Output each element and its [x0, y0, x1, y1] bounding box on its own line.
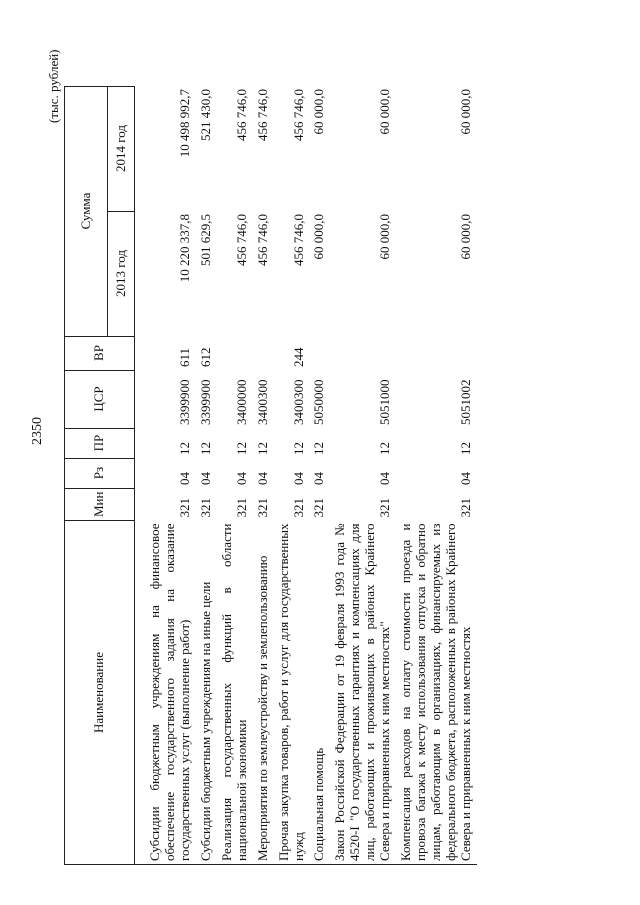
row-csr: 5050000 — [311, 379, 327, 426]
row-2013: 456 746,0 — [233, 214, 249, 267]
header-sum: Сумма — [65, 86, 108, 336]
header-csr: ЦСР — [65, 370, 135, 428]
header-2014: 2014 год — [108, 86, 135, 211]
row-2013: 60 000,0 — [377, 214, 393, 260]
budget-table — [64, 86, 477, 865]
row-csr: 3400000 — [233, 379, 249, 426]
row-vr — [330, 336, 396, 370]
row-pr: 12 — [457, 442, 473, 456]
row-name: Реализация государственных функций в области национальной экономики — [217, 521, 253, 865]
header-2013: 2013 год — [108, 211, 135, 336]
table-row — [217, 86, 253, 864]
table-row — [309, 86, 330, 864]
row-rz: 04 — [311, 472, 327, 486]
row-2014: 60 000,0 — [457, 89, 473, 135]
table-header-row — [65, 86, 108, 864]
row-rz: 04 — [377, 472, 393, 486]
table-row — [253, 86, 274, 864]
page-number: 2350 — [30, 417, 45, 445]
row-min: 321 — [290, 498, 306, 518]
row-min: 321 — [377, 498, 393, 518]
row-2014: 10 498 992,7 — [176, 89, 192, 158]
row-pr: 12 — [311, 442, 327, 456]
units-label: (тыс. рублей) — [46, 49, 61, 123]
row-2013: 456 746,0 — [254, 214, 270, 267]
row-2013: 501 629,5 — [197, 214, 213, 267]
row-min: 321 — [254, 498, 270, 518]
row-rz: 04 — [457, 472, 473, 486]
row-2013: 456 746,0 — [290, 214, 306, 267]
row-2014: 60 000,0 — [311, 89, 327, 135]
row-rz: 04 — [176, 472, 192, 486]
row-vr: 244 — [290, 347, 306, 368]
row-name: Прочая закупка товаров, работ и услуг для государственных нужд — [274, 521, 310, 865]
row-csr: 5051000 — [377, 379, 393, 426]
row-2013: 60 000,0 — [457, 214, 473, 260]
row-vr: 612 — [197, 347, 213, 368]
row-min: 321 — [233, 498, 249, 518]
row-vr — [253, 336, 274, 370]
table-row — [396, 86, 477, 864]
row-2013: 10 220 337,8 — [176, 214, 192, 283]
row-pr: 12 — [377, 442, 393, 456]
header-spacer — [135, 86, 146, 864]
row-min: 321 — [176, 498, 192, 518]
row-2014: 456 746,0 — [233, 89, 249, 142]
header-min: Мин — [65, 488, 135, 520]
row-pr: 12 — [233, 442, 249, 456]
row-2014: 521 430,0 — [197, 89, 213, 142]
table-row — [196, 86, 217, 864]
table-row — [145, 86, 196, 864]
table-row — [330, 86, 396, 864]
row-pr: 12 — [197, 442, 213, 456]
row-2014: 60 000,0 — [377, 89, 393, 135]
row-min: 321 — [457, 498, 473, 518]
row-rz: 04 — [254, 472, 270, 486]
table-row — [274, 86, 310, 864]
row-csr: 3400300 — [254, 379, 270, 426]
row-rz: 04 — [233, 472, 249, 486]
header-name: Наименование — [65, 521, 135, 865]
row-csr: 3399900 — [197, 379, 213, 426]
row-vr — [217, 336, 253, 370]
row-pr: 12 — [176, 442, 192, 456]
row-rz: 04 — [197, 472, 213, 486]
row-name: Мероприятия по землеустройству и землепользованию — [253, 521, 274, 865]
row-name: Субсидии бюджетным учреждениям на финансовое обеспечение государственного задания на оказание государственных услуг (выполнение работ) — [145, 521, 196, 865]
table-body — [145, 86, 477, 864]
row-2013: 60 000,0 — [311, 214, 327, 260]
header-pr: ПР — [65, 428, 135, 458]
row-vr — [396, 336, 477, 370]
row-rz: 04 — [290, 472, 306, 486]
row-csr: 3400300 — [290, 379, 306, 426]
row-2014: 456 746,0 — [290, 89, 306, 142]
row-vr — [309, 336, 330, 370]
header-vr: ВР — [65, 336, 135, 370]
row-min: 321 — [197, 498, 213, 518]
row-pr: 12 — [254, 442, 270, 456]
header-rz: Рз — [65, 458, 135, 488]
row-pr: 12 — [290, 442, 306, 456]
row-name: Социальная помощь — [309, 521, 330, 865]
row-min: 321 — [311, 498, 327, 518]
row-vr: 611 — [176, 347, 192, 368]
row-name: Компенсация расходов на оплату стоимости проезда и провоза багажа к месту использования отпуска и обратно лицам, работающим в организациях, финансируемых из федерального бюджета, расположенных в районах Крайнего Севера и приравненных к ним местностях — [396, 521, 477, 865]
row-2014: 456 746,0 — [254, 89, 270, 142]
row-name: Закон Российской Федерации от 19 февраля 1993 года № 4520-I "О государственных гарантиях и компенсациях для лиц, работающих и проживающих в районах Крайнего Севера и приравненных к ним местностях" — [330, 521, 396, 865]
row-name: Субсидии бюджетным учреждениям на иные цели — [196, 521, 217, 865]
row-csr: 5051002 — [457, 379, 473, 426]
row-csr: 3399900 — [176, 379, 192, 426]
